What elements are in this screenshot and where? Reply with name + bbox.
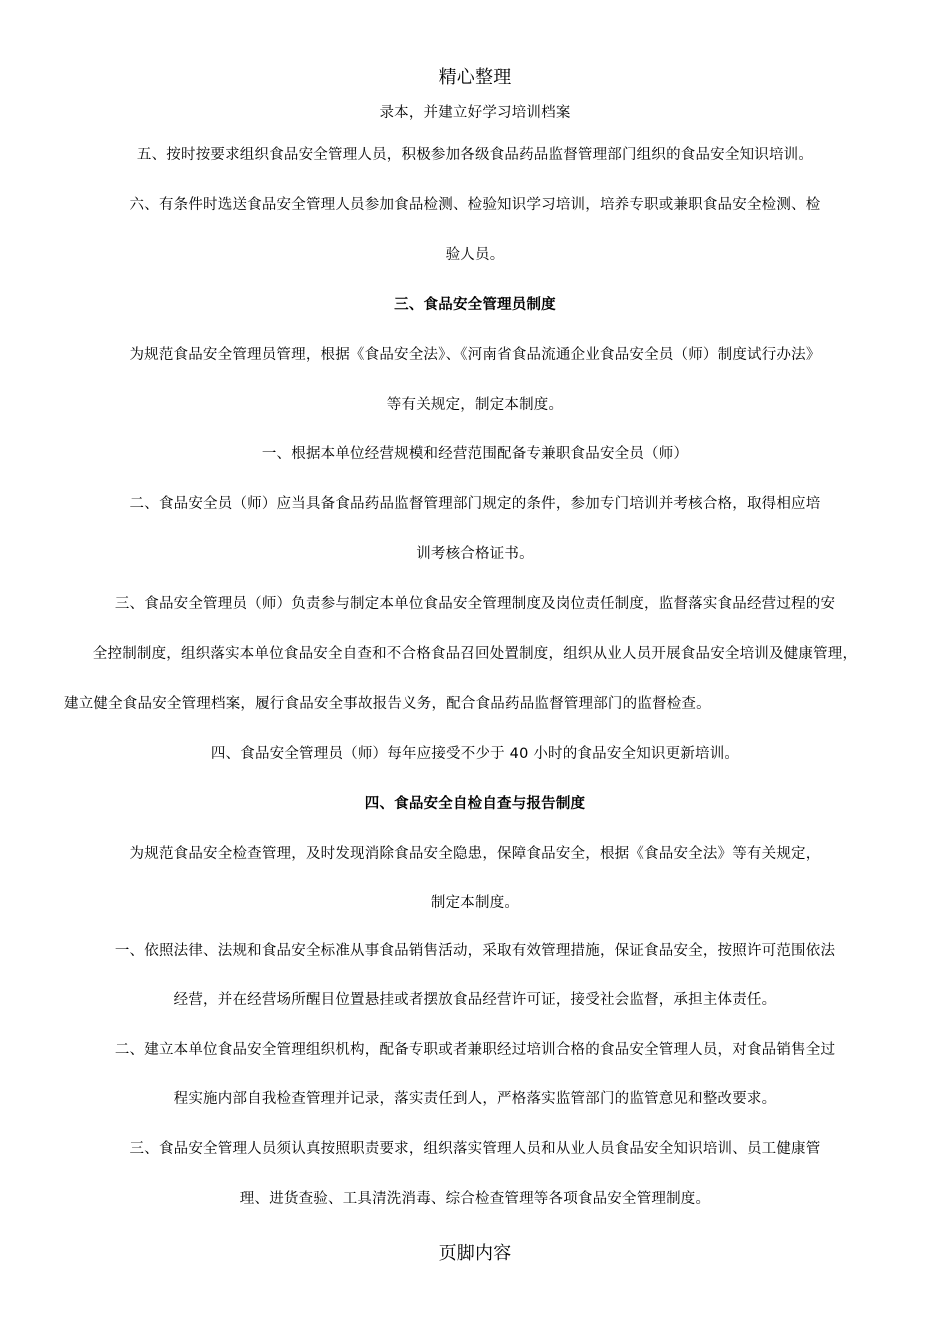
paragraph-line: 为规范食品安全管理员管理，根据《食品安全法》、《河南省食品流通企业食品安全员（师）制度试行办法》: [129, 347, 821, 363]
paragraph-line: 程实施内部自我检查管理并记录，落实责任到人，严格落实监管部门的监管意见和整改要求。: [173, 1091, 777, 1107]
paragraph-line: 建立健全食品安全管理档案，履行食品安全事故报告义务，配合食品药品监督管理部门的监督检查。: [64, 696, 711, 712]
paragraph-line: 六、有条件时选送食品安全管理人员参加食品检测、检验知识学习培训，培养专职或兼职食品安全检测、检: [129, 197, 821, 213]
paragraph-line: 录本，并建立好学习培训档案: [379, 105, 571, 121]
paragraph-line: 验人员。: [445, 247, 505, 263]
paragraph-line: 理、进货查验、工具清洗消毒、综合检查管理等各项食品安全管理制度。: [239, 1191, 711, 1207]
paragraph-line: 一、根据本单位经营规模和经营范围配备专兼职食品安全员（师）: [261, 446, 689, 462]
section-heading: 四、食品安全自检自查与报告制度: [364, 796, 586, 812]
paragraph-line: 制定本制度。: [430, 895, 520, 911]
paragraph-line: 训考核合格证书。: [416, 546, 534, 562]
section-heading: 三、食品安全管理员制度: [394, 297, 556, 313]
page-header: 精心整理: [438, 67, 512, 88]
paragraph-line: 三、食品安全管理人员须认真按照职责要求，组织落实管理人员和从业人员食品安全知识培训、员工健康管: [129, 1141, 821, 1157]
page-footer: 页脚内容: [438, 1243, 512, 1264]
paragraph-line: 二、食品安全员（师）应当具备食品药品监督管理部门规定的条件，参加专门培训并考核合格，取得相应培: [129, 496, 821, 512]
paragraph-line: 一、依照法律、法规和食品安全标准从事食品销售活动，采取有效管理措施，保证食品安全，按照许可范围依法: [114, 943, 836, 959]
paragraph-line: 经营，并在经营场所醒目位置悬挂或者摆放食品经营许可证，接受社会监督，承担主体责任。: [173, 992, 777, 1008]
paragraph-line: 三、食品安全管理员（师）负责参与制定本单位食品安全管理制度及岗位责任制度，监督落实食品经营过程的安: [114, 596, 836, 612]
paragraph-line: 五、按时按要求组织食品安全管理人员，积极参加各级食品药品监督管理部门组织的食品安全知识培训。: [136, 147, 814, 163]
paragraph-line: 二、建立本单位食品安全管理组织机构，配备专职或者兼职经过培训合格的食品安全管理人员，对食品销售全过: [114, 1042, 836, 1058]
paragraph-line: 等有关规定，制定本制度。: [386, 397, 564, 413]
paragraph-line: 四、食品安全管理员（师）每年应接受不少于 40 小时的食品安全知识更新培训。: [210, 746, 740, 762]
paragraph-line: 为规范食品安全检查管理，及时发现消除食品安全隐患，保障食品安全，根据《食品安全法》等有关规定，: [129, 846, 821, 862]
paragraph-line: 全控制制度，组织落实本单位食品安全自查和不合格食品召回处置制度，组织从业人员开展食品安全培训及健康管理，: [92, 646, 858, 662]
